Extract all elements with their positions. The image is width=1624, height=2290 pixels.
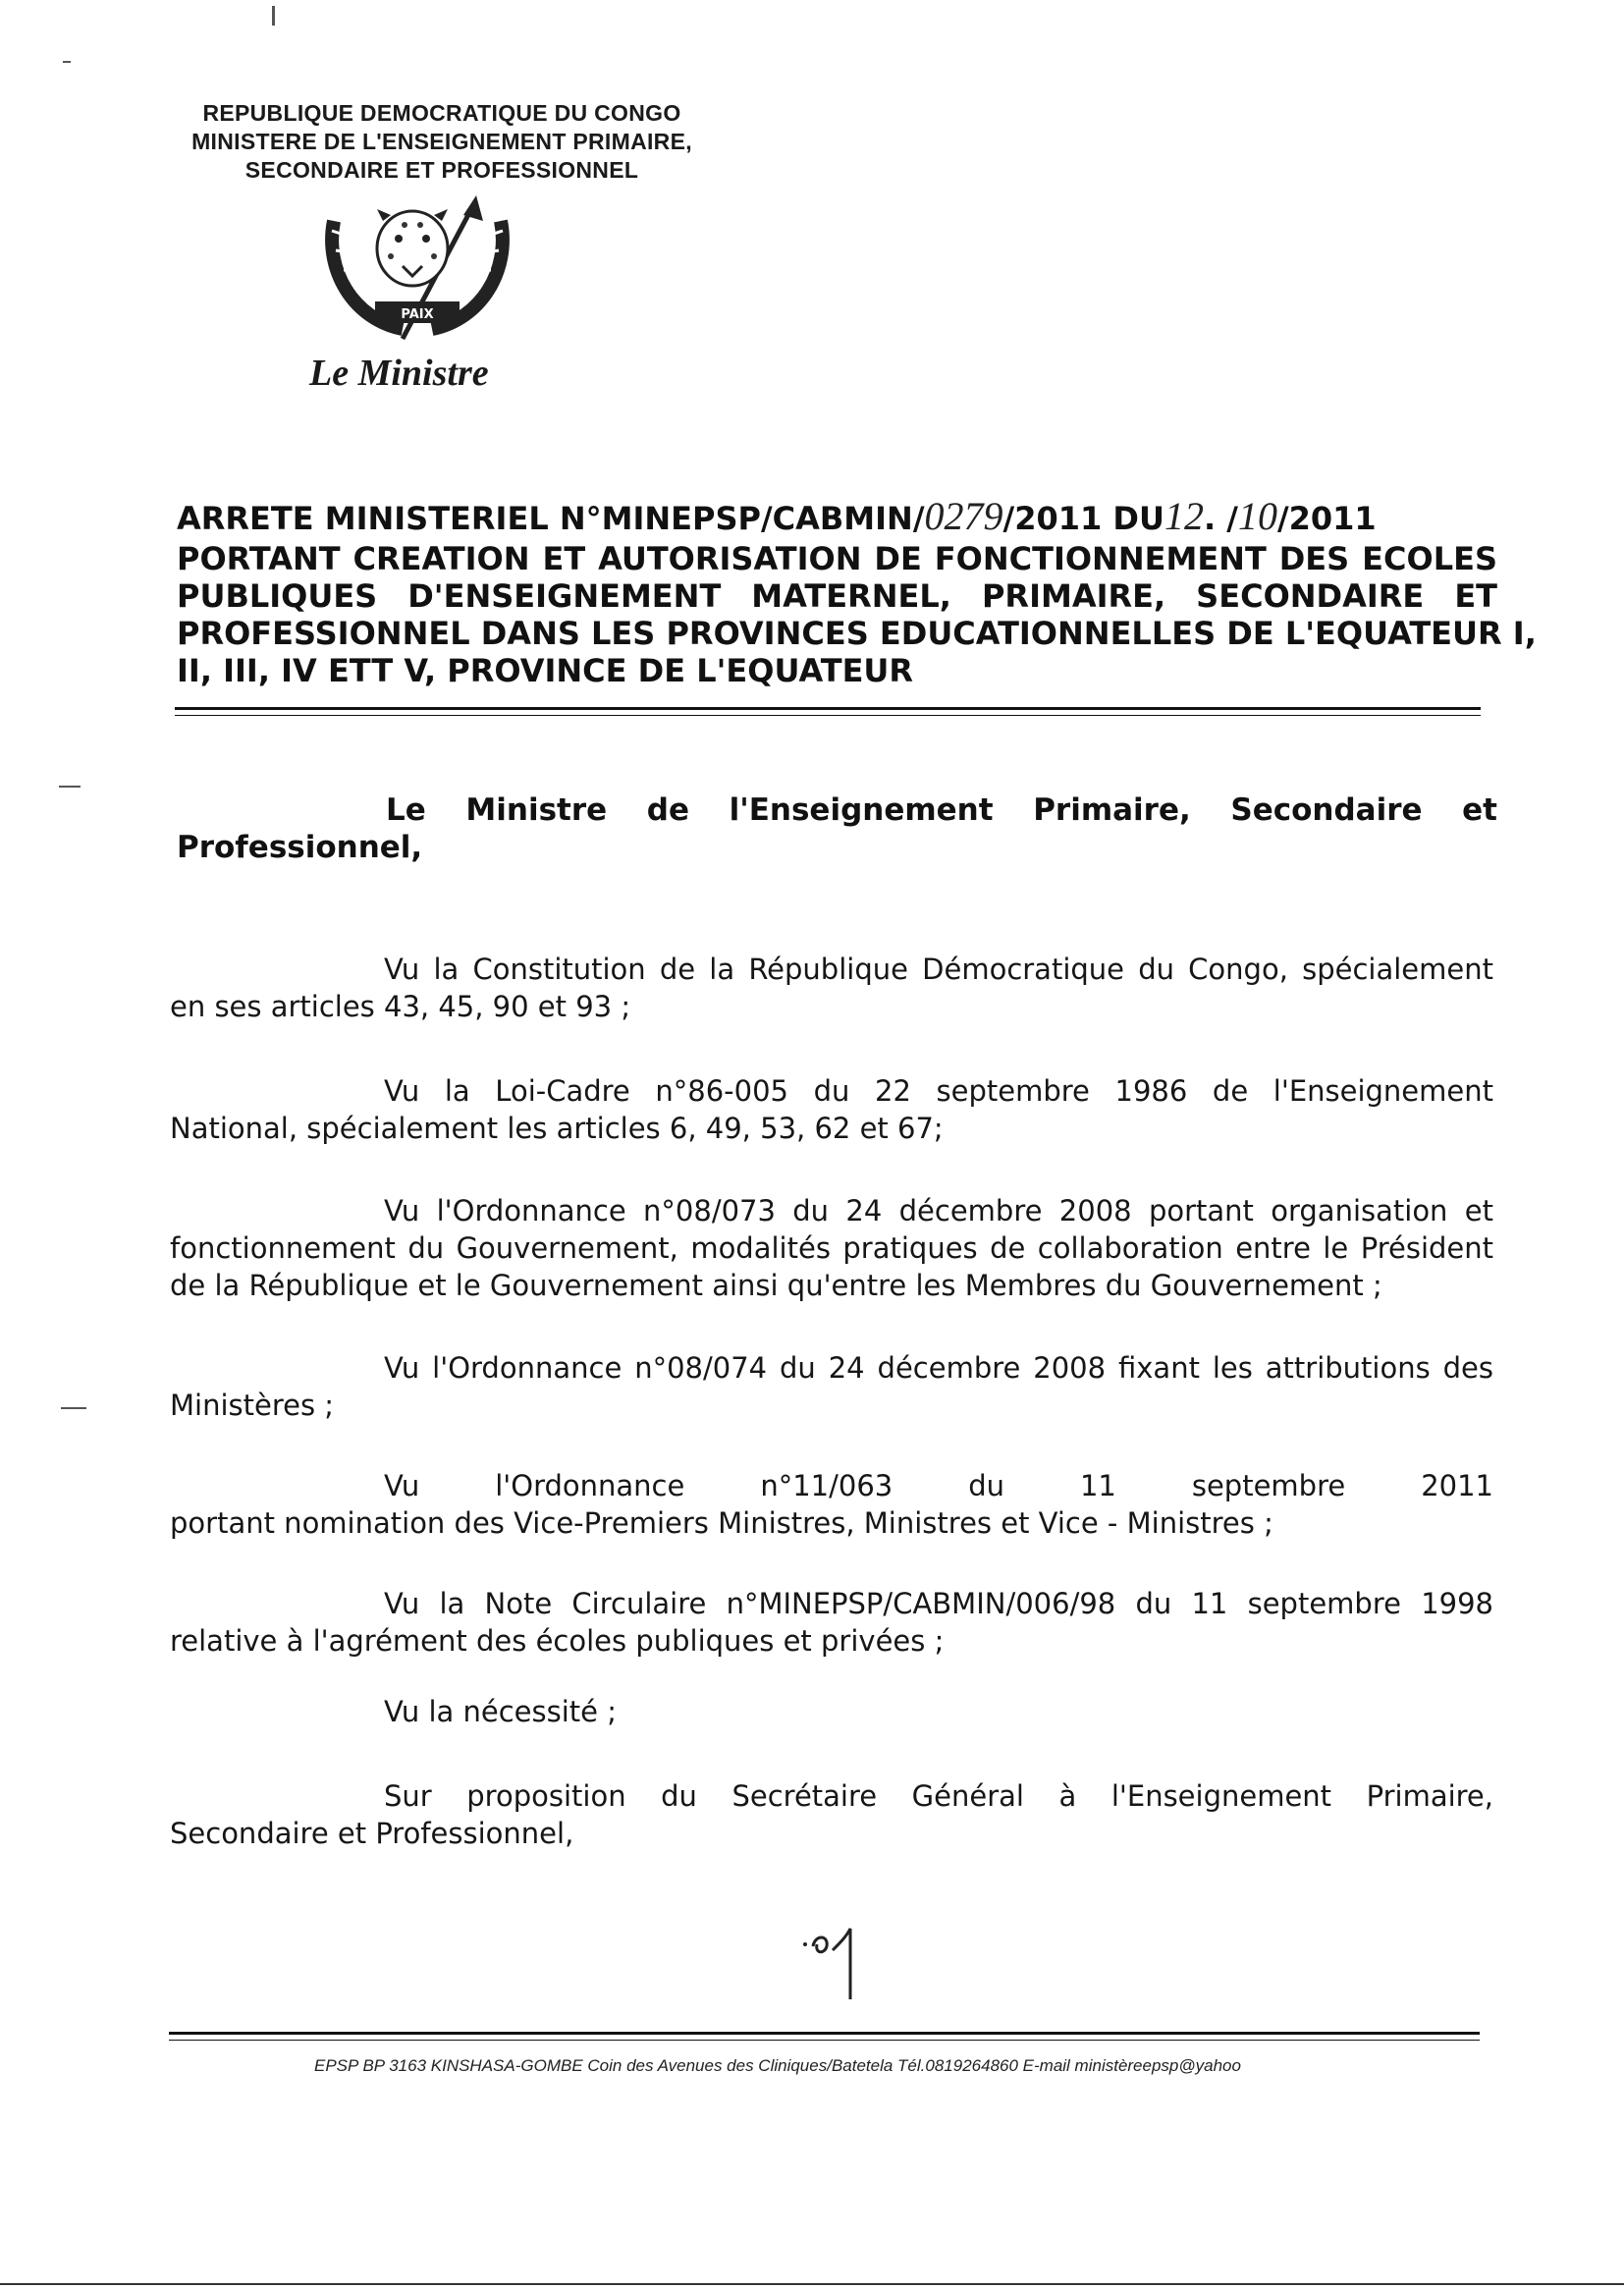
arrete-title-line-3: PUBLIQUES D'ENSEIGNEMENT MATERNEL, PRIMAIRE, SECONDAIRE ET: [177, 577, 1497, 615]
footer-rule-bottom: [169, 2040, 1480, 2041]
handwritten-arrete-number: 0279: [924, 494, 1003, 538]
arrete-reference: [177, 494, 1497, 538]
coat-of-arms-icon: [314, 191, 520, 349]
scan-speck: [61, 1407, 86, 1409]
arrete-ref-prefix: ARRETE MINISTERIEL N°MINEPSP/CABMIN/: [177, 500, 925, 537]
paragraph-proposition: [170, 1777, 1493, 1852]
paragraph-line: Vu la Loi-Cadre n°86-005 du 22 septembre 1986 de l'Enseignement: [384, 1074, 1493, 1108]
paragraph-line: Ministères ;: [170, 1389, 335, 1422]
paragraph-line: Secondaire et Professionnel,: [170, 1817, 574, 1850]
header-ministry: MINISTERE DE L'ENSEIGNEMENT PRIMAIRE,: [191, 129, 692, 154]
paragraph-line: Vu la Note Circulaire n°MINEPSP/CABMIN/006/98 du 11 septembre 1998: [384, 1587, 1493, 1620]
paragraph-ordonnance-073: [170, 1192, 1493, 1304]
arrete-title-line-5: II, III, IV ETT V, PROVINCE DE L'EQUATEUR: [177, 652, 914, 689]
handwritten-month: 10: [1237, 494, 1277, 538]
preamble-line-1: Le Ministre de l'Enseignement Primaire, Secondaire et: [386, 792, 1497, 828]
paragraph-constitution: [170, 951, 1493, 1025]
arrete-title-line-4: PROFESSIONNEL DANS LES PROVINCES EDUCATIONNELLES DE L'EQUATEUR I,: [177, 615, 1537, 652]
paragraph-ordonnance-063: [170, 1467, 1493, 1542]
arrete-ref-end: /2011: [1276, 500, 1377, 537]
arrete-title-line-2: PORTANT CREATION ET AUTORISATION DE FONCTIONNEMENT DES ECOLES: [177, 540, 1497, 577]
scan-speck: [59, 786, 81, 788]
paragraph-line: en ses articles 43, 45, 90 et 93 ;: [170, 990, 631, 1023]
arrete-ref-year: /2011 DU: [1002, 500, 1164, 537]
svg-text:PAIX: PAIX: [401, 307, 434, 322]
title-rule-top: [175, 707, 1481, 710]
minister-title: Le Ministre: [309, 353, 489, 394]
paragraph-necessite: [170, 1693, 1493, 1730]
paragraph-line: National, spécialement les articles 6, 49, 53, 62 et 67;: [170, 1112, 944, 1145]
arrete-ref-sep: . /: [1203, 500, 1238, 537]
handwritten-day: 12: [1164, 494, 1204, 538]
header-country: REPUBLIQUE DEMOCRATIQUE DU CONGO: [202, 100, 681, 126]
paragraph-line: fonctionnement du Gouvernement, modalités pratiques de collaboration entre le Président: [170, 1231, 1493, 1265]
paragraph-line: Vu l'Ordonnance n°08/074 du 24 décembre 2008 fixant les attributions des: [384, 1351, 1493, 1385]
paragraph-line: portant nomination des Vice-Premiers Ministres, Ministres et Vice - Ministres ;: [170, 1506, 1273, 1540]
paragraph-note-circulaire: [170, 1585, 1493, 1660]
scan-speck: [272, 6, 275, 26]
paragraph-loi-cadre: [170, 1072, 1493, 1147]
footer-rule-top: [169, 2032, 1480, 2035]
handwritten-paraph-icon: [785, 1915, 874, 2003]
title-rule-bottom: [175, 715, 1481, 716]
preamble-line-2: Professionnel,: [177, 830, 423, 865]
footer-address: EPSP BP 3163 KINSHASA-GOMBE Coin des Avenues des Cliniques/Batetela Tél.0819264860 E-mail ministèreepsp@yahoo: [314, 2056, 1241, 2075]
paragraph-line: relative à l'agrément des écoles publiques et privées ;: [170, 1624, 945, 1658]
scan-edge-line: [0, 2283, 1624, 2285]
paragraph-line: Vu la nécessité ;: [384, 1695, 617, 1728]
paragraph-line: Sur proposition du Secrétaire Général à l'Enseignement Primaire,: [384, 1779, 1493, 1813]
paragraph-line: de la République et le Gouvernement ainsi qu'entre les Membres du Gouvernement ;: [170, 1269, 1382, 1302]
paragraph-ordonnance-074: [170, 1349, 1493, 1424]
paragraph-line: Vu la Constitution de la République Démocratique du Congo, spécialement: [384, 953, 1493, 986]
paragraph-line: Vu l'Ordonnance n°08/073 du 24 décembre 2008 portant organisation et: [384, 1194, 1493, 1227]
header-ministry-cont: SECONDAIRE ET PROFESSIONNEL: [244, 157, 639, 183]
preamble: [177, 791, 1497, 866]
paragraph-line: Vu l'Ordonnance n°11/063 du 11 septembre 2011: [384, 1469, 1493, 1502]
scan-speck: [63, 61, 71, 63]
